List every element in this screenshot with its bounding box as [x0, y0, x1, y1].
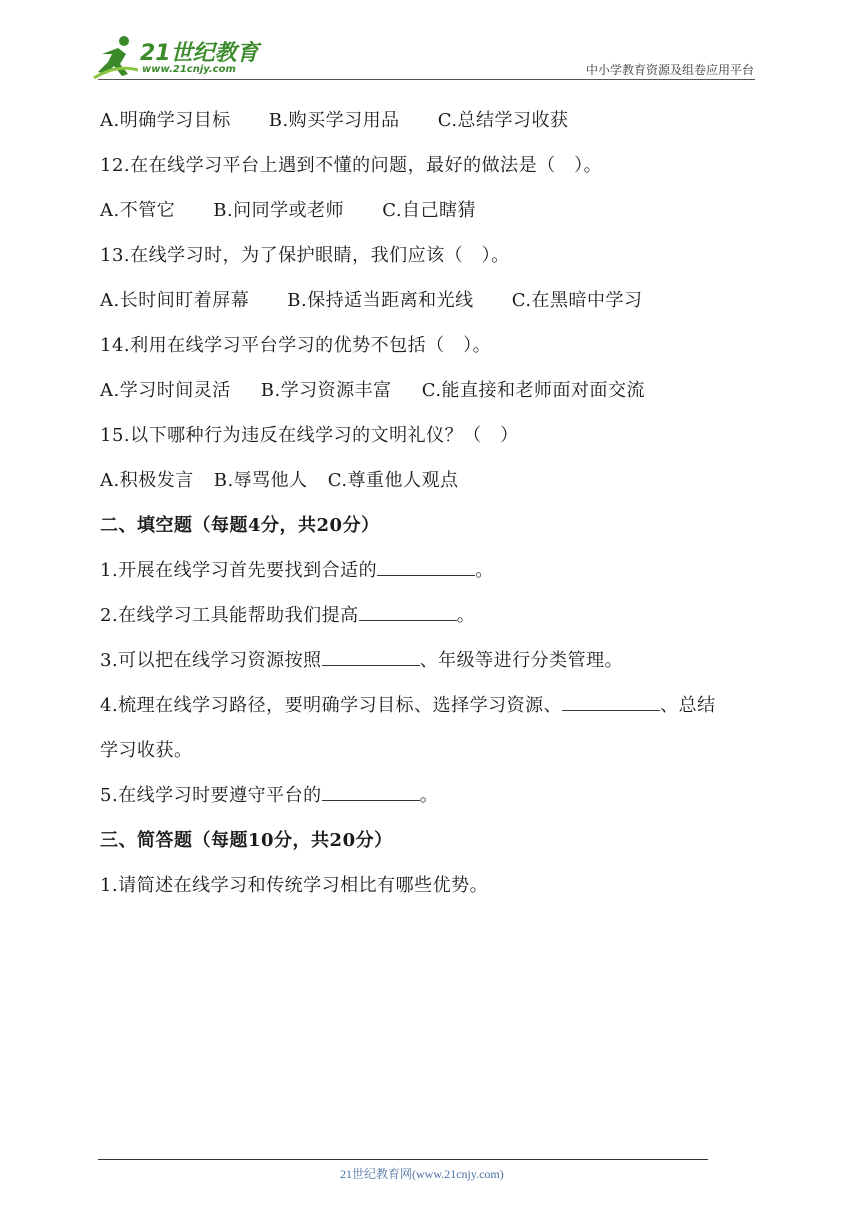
q13-option-c: C.在黑暗中学习 [511, 290, 643, 311]
q14-option-a: A.学习时间灵活 [100, 380, 231, 401]
fill-3-end: 、年级等进行分类管理。 [419, 650, 624, 671]
fill-5-end: 。 [419, 785, 439, 806]
q15-options [100, 467, 459, 495]
q14-option-c: C.能直接和老师面对面交流 [421, 380, 646, 401]
fill-item-4 [100, 692, 716, 720]
blank-line [377, 557, 475, 576]
fill-5-text: 5.在线学习时要遵守平台的 [100, 785, 322, 806]
fill-2-text: 2.在线学习工具能帮助我们提高 [100, 605, 359, 626]
fill-4-mid: 、总结 [660, 695, 716, 716]
fill-4-text: 4.梳理在线学习路径，要明确学习目标、选择学习资源、 [100, 695, 563, 716]
fill-1-text: 1.开展在线学习首先要找到合适的 [100, 560, 378, 581]
page-header [0, 0, 860, 90]
header-divider [98, 79, 755, 80]
q12-option-a: A.不管它 [100, 200, 176, 221]
q11-option-b: B.购买学习用品 [268, 110, 400, 131]
short-answer-1: 1.请简述在线学习和传统学习相比有哪些优势。 [100, 875, 489, 896]
fill-item-1 [100, 557, 494, 585]
q11-options [100, 107, 569, 135]
q14-option-b: B.学习资源丰富 [260, 380, 392, 401]
platform-label: 中小学教育资源及组卷应用平台 [585, 63, 754, 77]
blank-line [322, 647, 420, 666]
q13-text: 13.在线学习时，为了保护眼睛，我们应该（ ）。 [100, 245, 510, 266]
footer-text: 21世纪教育网(www.21cnjy.com) [340, 1167, 504, 1181]
q12-options [100, 197, 476, 225]
fill-1-end: 。 [475, 560, 494, 581]
fill-3-text: 3.可以把在线学习资源按照 [100, 650, 322, 671]
fill-2-end: 。 [456, 605, 476, 626]
logo [92, 34, 262, 80]
fill-item-5 [100, 782, 438, 810]
q13-options [100, 287, 643, 315]
blank-line [359, 602, 457, 621]
q11-option-c: C.总结学习收获 [437, 110, 569, 131]
short-answer-heading: 三、简答题（每题10分，共20分） [100, 830, 393, 851]
q14-options [100, 377, 645, 405]
q12-option-c: C.自己瞎猜 [382, 200, 477, 221]
q12-option-b: B.问同学或老师 [213, 200, 345, 221]
blank-line [562, 692, 660, 711]
q15-option-a: A.积极发言 [100, 470, 194, 491]
fill-item-4-cont: 学习收获。 [100, 740, 193, 761]
runner-logo-icon [92, 34, 140, 80]
logo-url: www.21cnjy.com [142, 64, 236, 75]
q13-option-b: B.保持适当距离和光线 [287, 290, 474, 311]
fill-item-2 [100, 602, 475, 630]
blank-line [322, 782, 420, 801]
q15-option-b: B.辱骂他人 [213, 470, 308, 491]
q14-text: 14.利用在线学习平台学习的优势不包括（ ）。 [100, 335, 492, 356]
q12-text: 12.在在线学习平台上遇到不懂的问题，最好的做法是（ ）。 [100, 155, 603, 176]
q11-option-a: A.明确学习目标 [100, 110, 231, 131]
fill-heading: 二、填空题（每题4分，共20分） [100, 515, 380, 536]
q13-option-a: A.长时间盯着屏幕 [100, 290, 250, 311]
footer-divider [98, 1159, 708, 1160]
logo-title: 21世纪教育 [140, 41, 259, 66]
fill-item-3 [100, 647, 623, 675]
q15-option-c: C.尊重他人观点 [327, 470, 459, 491]
q15-text: 15.以下哪种行为违反在线学习的文明礼仪？（ ） [100, 425, 519, 446]
